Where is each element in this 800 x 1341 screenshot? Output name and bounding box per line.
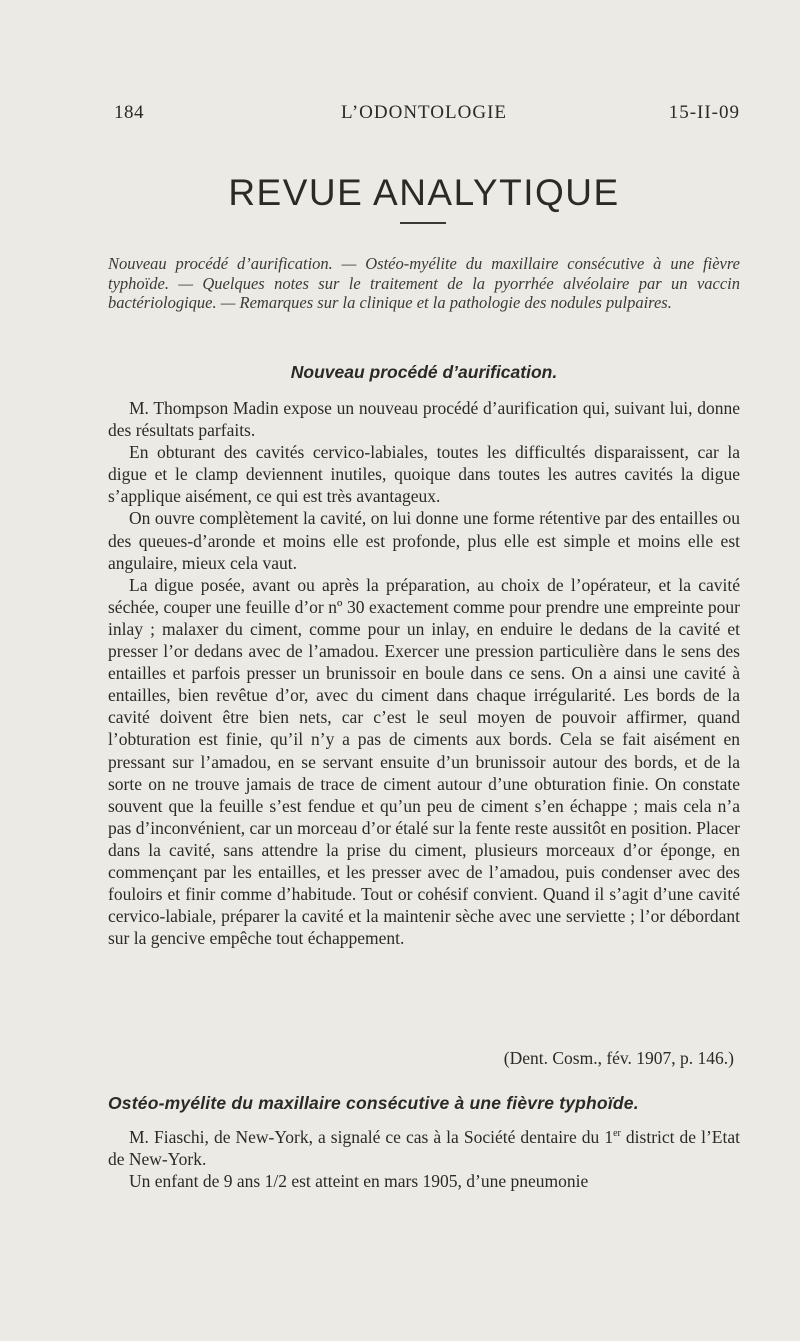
paragraph-text: M. Fiaschi, de New-York, a signalé ce cas à la Société dentaire du 1 xyxy=(129,1127,614,1147)
paragraph-text: district de l’Etat de New-York. xyxy=(108,1127,740,1170)
issue-date: 15-II-09 xyxy=(668,102,740,123)
paragraph: On ouvre complètement la cavité, on lui donne une forme rétentive par des entailles ou des queues-d’aronde et moins elle est profonde, plus elle est simple et moins elle est angulaire, mieux cela vaut. xyxy=(108,508,740,573)
section-heading-aurification: Nouveau procédé d’aurification. xyxy=(290,362,558,382)
running-head xyxy=(108,102,740,132)
superscript: er xyxy=(613,1128,621,1140)
section-body-osteomyelite xyxy=(108,1126,740,1192)
paragraph: En obturant des cavités cervico-labiales, toutes les difficultés disparaissent, car la digue et le clamp deviennent inutiles, quoique dans toutes les autres cavités la digue s’applique aisément, ce qui est très avantageux. xyxy=(108,442,740,507)
page-title: REVUE ANALYTIQUE xyxy=(228,172,620,213)
paragraph: Un enfant de 9 ans 1/2 est atteint en mars 1905, d’une pneumonie xyxy=(129,1171,589,1192)
paragraph: M. Thompson Madin expose un nouveau procédé d’aurification qui, suivant lui, donne des résultats parfaits. xyxy=(108,398,740,441)
paragraph xyxy=(108,1126,740,1170)
title-rule xyxy=(400,222,446,224)
paragraph: La digue posée, avant ou après la préparation, au choix de l’opérateur, et la cavité séchée, couper une feuille d’or nº 30 exactement comme pour prendre une empreinte pour inlay ; malaxer du ciment, comme pour un inlay, en enduire le dedans de la cavité et presser l’or dedans avec de l’amadou. Exercer une pression particulière dans le sens des entailles et parfois presser un brunissoir en boule dans ce sens. On a ainsi une cavité à entailles, bien revêtue d’or, avec du ciment dans chaque irrégularité. Les bords de la cavité doivent être bien nets, car c’est le seul moyen de pouvoir affirmer, quand l’obturation est finie, qu’il n’y a pas de ciments aux bords. Cela se fait aisément en pressant sur l’amadou, en se servant ensuite d’un brunissoir autour des bords, et de la sorte on ne trouve jamais de trace de ciment autour d’une obturation finie. On constate souvent que la feuille s’est fendue et qu’un peu de ciment s’en échappe ; mais cela n’a pas d’inconvénient, car un morceau d’or étalé sur la fente reste aussitôt en position. Placer dans la cavité, sans attendre la prise du ciment, plusieurs morceaux d’or éponge, en commençant par les entailles, et les presser avec de l’amadou, puis condenser avec des fouloirs et finir comme d’habitude. Tout or cohésif convient. Quand il s’agit d’une cavité cervico-labiale, préparer la cavité et la maintenir sèche avec une serviette ; l’or débordant sur la gencive empêche tout échappement. xyxy=(108,574,740,949)
summary: Nouveau procédé d’aurification. — Ostéo-myélite du maxillaire consécutive à une fièvre typhoïde. — Quelques notes sur le traitement de la pyorrhée alvéolaire par un vaccin bactériologique. — Remarques sur la clinique et la pathologie des nodules pulpaires. xyxy=(108,254,740,312)
section-body-aurification xyxy=(108,397,740,949)
page-number: 184 xyxy=(114,102,144,123)
citation: (Dent. Cosm., fév. 1907, p. 146.) xyxy=(503,1048,734,1068)
journal-title: L’ODONTOLOGIE xyxy=(340,102,508,123)
section-heading-osteomyelite: Ostéo-myélite du maxillaire consécutive à une fièvre typhoïde. xyxy=(108,1093,639,1113)
